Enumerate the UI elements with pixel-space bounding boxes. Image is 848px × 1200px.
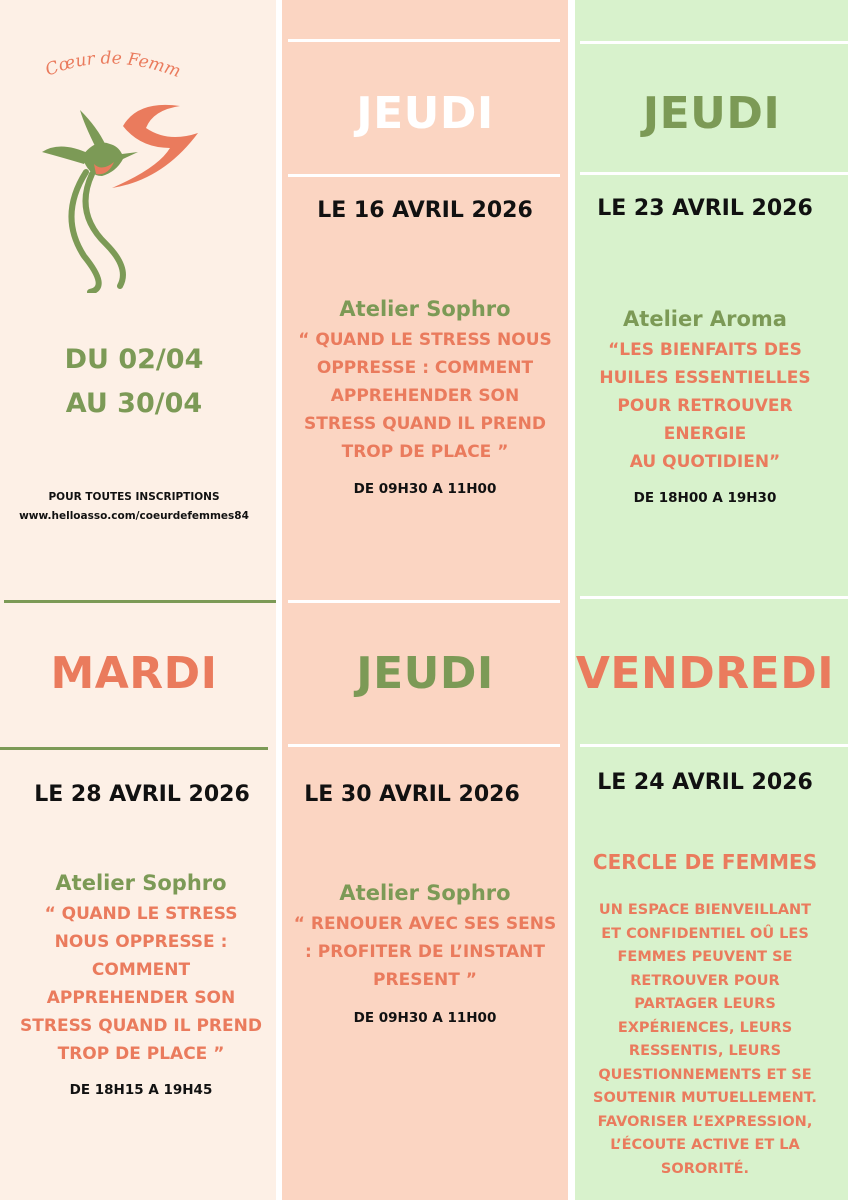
divider — [580, 596, 848, 599]
event-title: Atelier Sophro — [55, 871, 227, 895]
event-day: JEUDI — [642, 88, 781, 139]
column-gap — [568, 0, 575, 1200]
period-start: DU 02/04 — [64, 344, 204, 375]
event-time: DE 09H30 A 11H00 — [353, 1010, 497, 1026]
event-description: UN ESPACE BIENVEILLANT ET CONFIDENTIEL OÛ LES FEMMES PEUVENT SE RETROUVER POUR PARTAGER LEURS EXPÉRIENCES, LEURS RESSENTIS, LEURS QUESTIONNEMENTS ET SE SOUTENIR MUTUELLEMENT. FAVORISER L’EXPRESSION, L’ÉCOUTE ACTIVE ET LA SORORITÉ. — [593, 902, 817, 1177]
event-date: LE 28 AVRIL 2026 — [34, 782, 250, 807]
divider — [580, 172, 848, 175]
divider — [288, 39, 560, 42]
event-description: “ QUAND LE STRESS NOUS OPPRESSE : COMMENT APPREHENDER SON STRESS QUAND IL PREND TROP DE PLACE ” — [298, 330, 552, 462]
divider — [288, 174, 560, 177]
event-date: LE 23 AVRIL 2026 — [597, 196, 813, 221]
event-date: LE 24 AVRIL 2026 — [597, 770, 813, 795]
event-day: JEUDI — [356, 88, 494, 139]
divider — [580, 41, 848, 44]
logo — [28, 48, 198, 293]
divider — [0, 747, 268, 750]
event-description: “ RENOUER AVEC SES SENS : PROFITER DE L’INSTANT PRESENT ” — [293, 914, 557, 990]
svg-text:Cœur de Femmes — [28, 48, 183, 82]
period-end: AU 30/04 — [65, 388, 203, 419]
registration-link[interactable]: www.helloasso.com/coeurdefemmes84 — [19, 510, 249, 522]
event-title: Atelier Sophro — [339, 297, 511, 321]
event-day: JEUDI — [356, 648, 494, 699]
event-day: MARDI — [50, 648, 218, 699]
divider — [4, 600, 276, 603]
event-time: DE 09H30 A 11H00 — [353, 481, 497, 497]
divider — [288, 744, 560, 747]
logo-name: Cœur de Femm — [42, 48, 184, 82]
divider — [580, 744, 848, 747]
event-description: “ QUAND LE STRESS NOUS OPPRESSE : COMMENT APPREHENDER SON STRESS QUAND IL PREND TROP DE PLACE ” — [20, 904, 262, 1064]
hummingbird-icon — [28, 48, 198, 293]
event-date: LE 16 AVRIL 2026 — [317, 198, 533, 223]
event-title: CERCLE DE FEMMES — [592, 850, 818, 874]
event-time: DE 18H00 A 19H30 — [633, 490, 777, 506]
event-time: DE 18H15 A 19H45 — [69, 1082, 213, 1098]
event-day: VENDREDI — [575, 648, 835, 699]
divider — [288, 600, 560, 603]
event-title: Atelier Aroma — [623, 307, 787, 331]
registration-label: POUR TOUTES INSCRIPTIONS — [48, 491, 220, 503]
event-date: LE 30 AVRIL 2026 — [304, 782, 520, 807]
event-title: Atelier Sophro — [339, 881, 511, 905]
event-description: “LES BIENFAITS DES HUILES ESSENTIELLES POUR RETROUVER ENERGIE AU QUOTIDIEN” — [599, 340, 811, 472]
